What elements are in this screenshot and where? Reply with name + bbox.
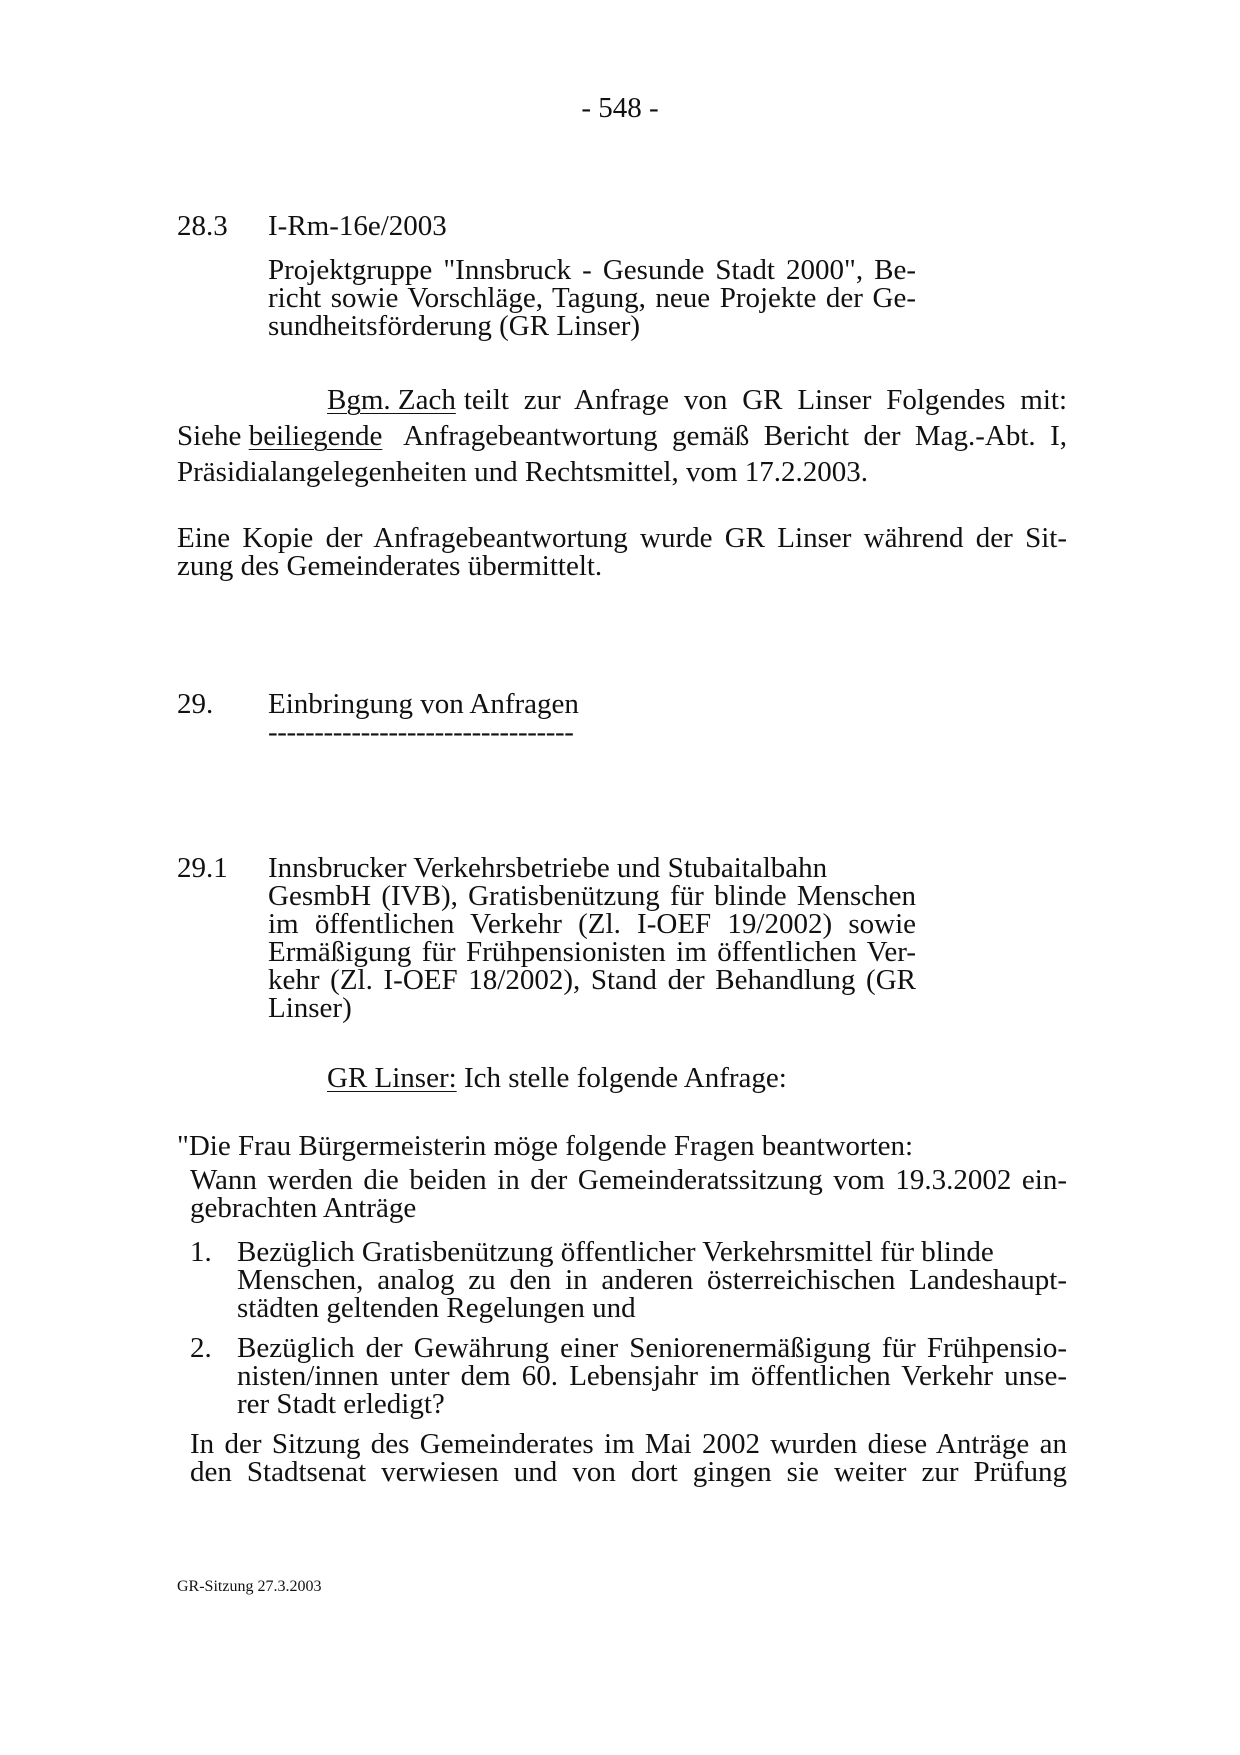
reply-line-3: Präsidialangelegenheiten und Rechtsmittel, vom 17.2.2003.	[177, 456, 869, 488]
question-line: gebrachten Anträge	[190, 1192, 417, 1224]
section-29-1-number: 29.1	[177, 852, 228, 884]
section-28-3-note	[177, 524, 1067, 580]
reply-text: Anfragebeantwortung gemäß Bericht der Mag.-Abt. I,	[390, 420, 1067, 452]
page-number: - 548 -	[581, 92, 659, 124]
reply-text: Siehe	[177, 420, 249, 452]
title-line: richt sowie Vorschläge, Tagung, neue Projekte der Ge-	[268, 282, 916, 314]
list-line: städten geltenden Regelungen und	[237, 1292, 636, 1324]
section-29-dashes: ---------------------------------	[268, 716, 574, 748]
speaker-bgm-zach: Bgm. Zach	[327, 384, 456, 416]
title-line: im öffentlichen Verkehr (Zl. I-OEF 19/2002) sowie	[268, 908, 916, 940]
closing-line: In der Sitzung des Gemeinderates im Mai 2002 wurden diese Anträge an	[190, 1428, 1067, 1460]
title-line: kehr (Zl. I-OEF 18/2002), Stand der Behandlung (GR	[268, 964, 916, 996]
speaker-gr-linser: GR Linser:	[327, 1062, 457, 1094]
section-28-3-code: I-Rm-16e/2003	[268, 210, 447, 242]
closing-paragraph	[190, 1430, 1067, 1486]
section-29-number: 29.	[177, 688, 214, 720]
note-line: zung des Gemeinderates übermittelt.	[177, 550, 603, 582]
section-29-title: Einbringung von Anfragen	[268, 688, 579, 720]
section-29-1-speaker-line	[327, 1064, 787, 1092]
footer: GR-Sitzung 27.3.2003	[177, 1578, 322, 1595]
question	[190, 1166, 1067, 1222]
section-29-1-title	[268, 854, 916, 1022]
list-item-1	[237, 1238, 1067, 1322]
list-line: Menschen, analog zu den in anderen österreichischen Landeshaupt-	[237, 1264, 1067, 1296]
reply-line-1	[177, 382, 1067, 418]
speaker-text: Ich stelle folgende Anfrage:	[456, 1062, 787, 1094]
note-line: Eine Kopie der Anfragebeantwortung wurde GR Linser während der Sit-	[177, 522, 1067, 554]
section-28-3-title	[268, 256, 916, 340]
reply-text: teilt zur Anfrage von GR Linser Folgendes mit:	[463, 384, 1067, 416]
title-line: Innsbrucker Verkehrsbetriebe und Stubaitalbahn	[268, 852, 828, 884]
list-item-2-marker: 2.	[190, 1332, 212, 1364]
list-line: Bezüglich der Gewährung einer Seniorenermäßigung für Frühpensio-	[237, 1332, 1067, 1364]
list-line: nisten/innen unter dem 60. Lebensjahr im öffentlichen Verkehr unse-	[237, 1360, 1067, 1392]
list-item-2	[237, 1334, 1067, 1418]
title-line: Linser)	[268, 992, 352, 1024]
reply-line-2	[177, 418, 1067, 454]
title-line: sundheitsförderung (GR Linser)	[268, 310, 641, 342]
title-line: GesmbH (IVB), Gratisbenützung für blinde Menschen	[268, 880, 916, 912]
list-line: Bezüglich Gratisbenützung öffentlicher Verkehrsmittel für blinde	[237, 1236, 994, 1268]
question-line: Wann werden die beiden in der Gemeinderatssitzung vom 19.3.2002 ein-	[190, 1164, 1067, 1196]
list-line: rer Stadt erledigt?	[237, 1388, 445, 1420]
beiliegende-link: beiliegende	[248, 420, 383, 452]
section-28-3-reply	[177, 382, 1067, 490]
title-line: Ermäßigung für Frühpensionisten im öffentlichen Ver-	[268, 936, 916, 968]
title-line: Projektgruppe "Innsbruck - Gesunde Stadt 2000", Be-	[268, 254, 916, 286]
list-item-1-marker: 1.	[190, 1236, 212, 1268]
quote-intro: "Die Frau Bürgermeisterin möge folgende Fragen beantworten:	[177, 1130, 914, 1162]
section-28-3-number: 28.3	[177, 210, 228, 242]
closing-line: den Stadtsenat verwiesen und von dort gingen sie weiter zur Prüfung	[190, 1456, 1067, 1488]
